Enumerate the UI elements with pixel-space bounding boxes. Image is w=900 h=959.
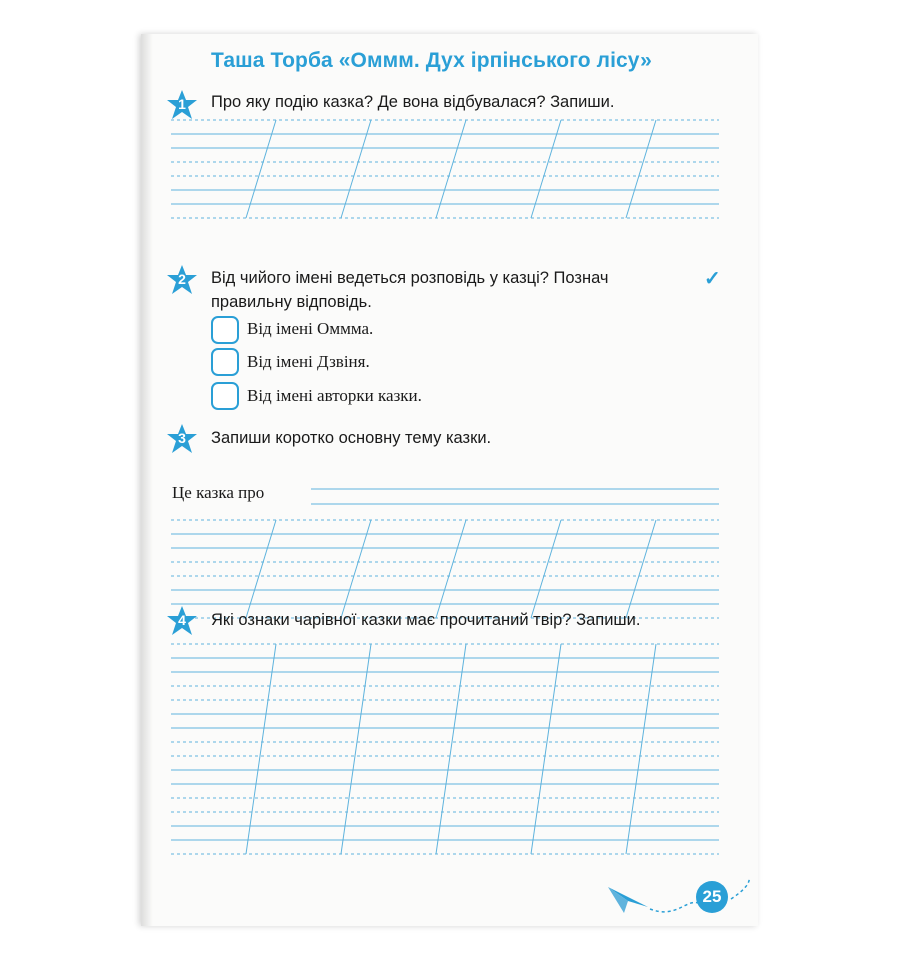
option-3-label: Від імені авторки казки. xyxy=(247,386,422,405)
option-1-label: Від імені Оммма. xyxy=(247,319,374,338)
question-4-badge: 4 xyxy=(165,604,199,638)
paper-plane-icon xyxy=(606,879,756,924)
question-3-badge: 3 xyxy=(165,422,199,456)
option-2-label: Від імені Дзвіня. xyxy=(247,352,370,371)
slant-line xyxy=(626,120,656,218)
page-number: 25 xyxy=(696,881,728,913)
slant-line xyxy=(341,120,371,218)
slant-line xyxy=(531,120,561,218)
writing-lines xyxy=(141,34,758,926)
option-3-checkbox[interactable] xyxy=(211,382,239,410)
page-title: Таша Торба «Оммм. Дух ірпінського лісу» xyxy=(211,49,652,72)
option-1-checkbox[interactable] xyxy=(211,316,239,344)
question-1-badge: 1 xyxy=(165,88,199,122)
answer-lead-text: Це казка про xyxy=(172,483,265,502)
slant-line xyxy=(341,644,371,854)
question-2-text-line1: Від чийого імені ведеться розповідь у казці? Познач xyxy=(211,269,609,287)
slant-line xyxy=(626,644,656,854)
page-gutter-shadow xyxy=(141,34,153,926)
slant-line xyxy=(531,520,561,618)
slant-line xyxy=(341,520,371,618)
question-3-text: Запиши коротко основну тему казки. xyxy=(211,429,492,447)
slant-line xyxy=(436,644,466,854)
slant-line xyxy=(246,520,276,618)
question-2-badge: 2 xyxy=(165,263,199,297)
question-1-text: Про яку подію казка? Де вона відбувалася? Запиши. xyxy=(211,93,615,111)
slant-line xyxy=(246,120,276,218)
option-2-checkbox[interactable] xyxy=(211,348,239,376)
slant-line xyxy=(246,644,276,854)
workbook-page xyxy=(141,34,758,926)
question-4-text: Які ознаки чарівної казки має прочитаний твір? Запиши. xyxy=(211,611,641,629)
slant-line xyxy=(436,120,466,218)
question-2-text-line2: правильну відповідь. xyxy=(211,293,372,311)
slant-line xyxy=(531,644,561,854)
slant-line xyxy=(626,520,656,618)
checkmark-icon: ✓ xyxy=(704,268,721,290)
slant-line xyxy=(436,520,466,618)
